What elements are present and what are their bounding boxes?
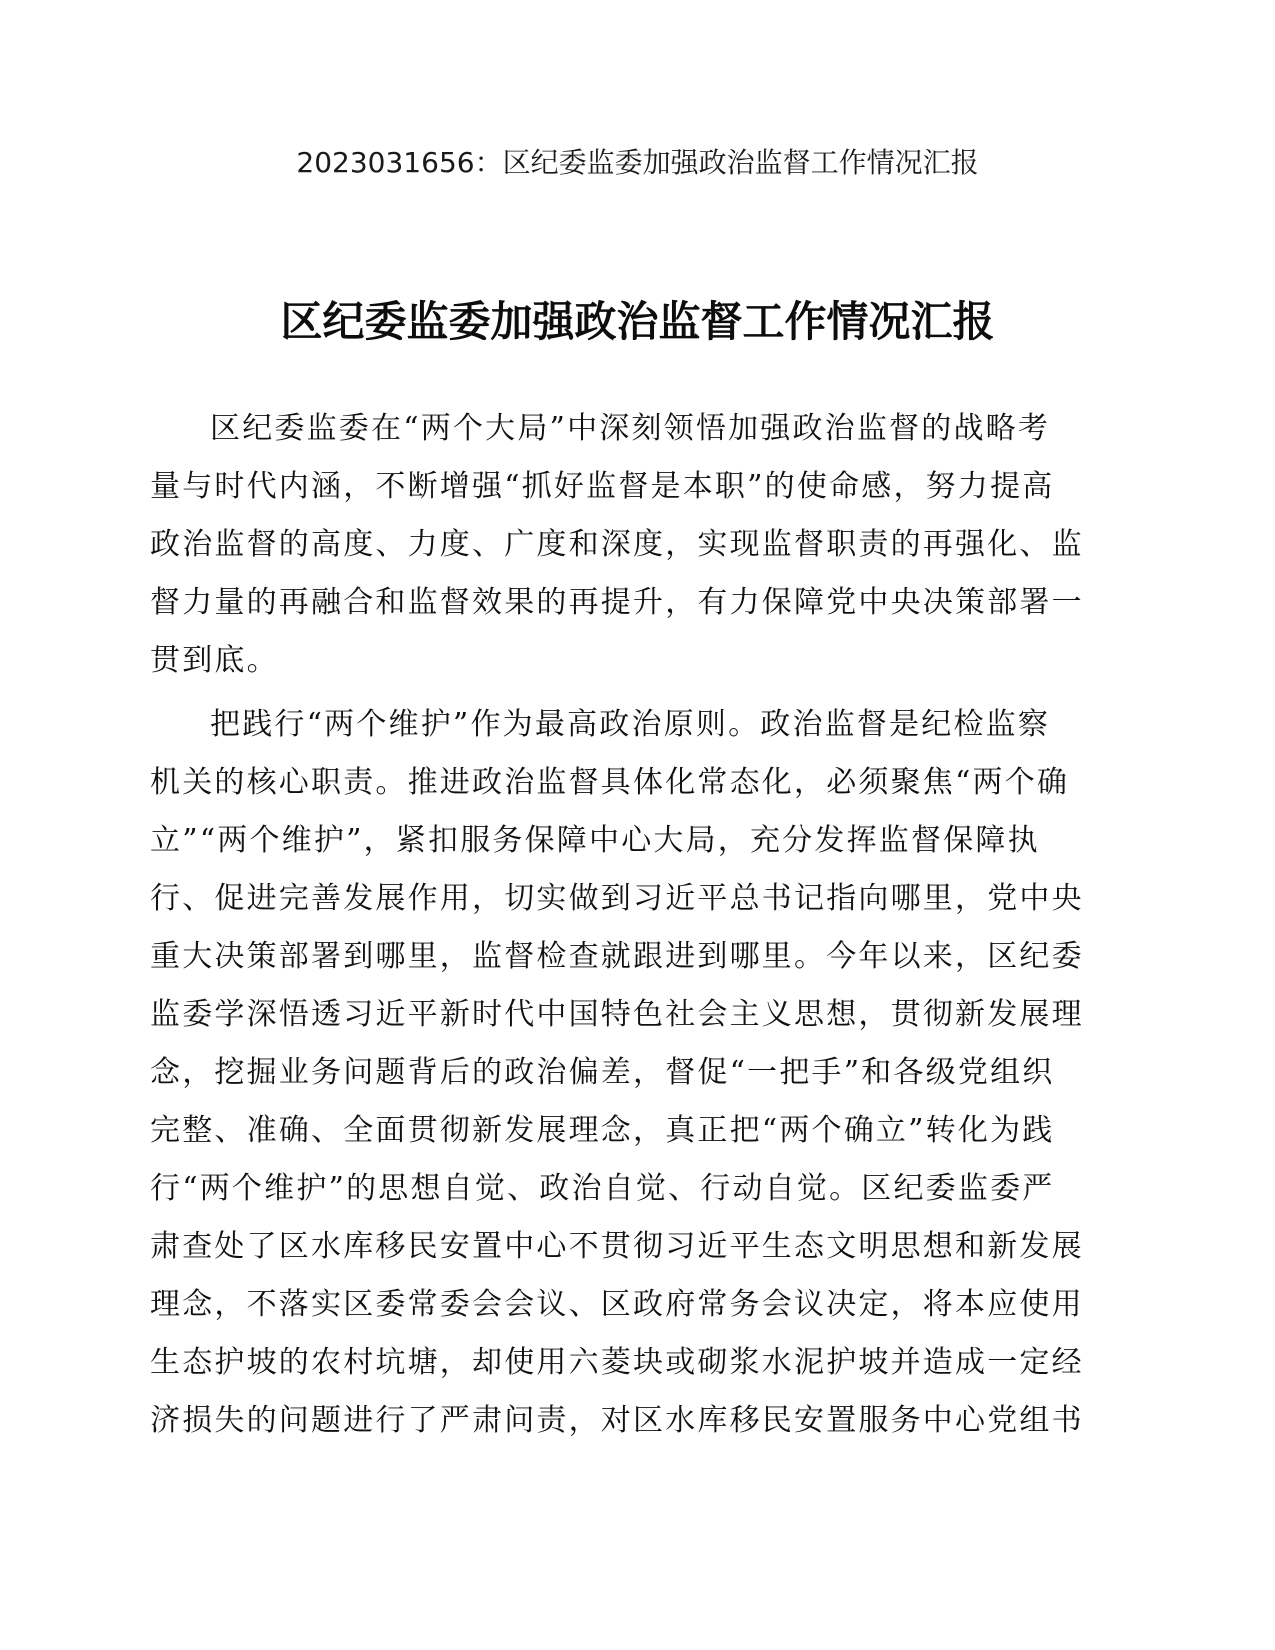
paragraph-line: 行、促进完善发展作用，切实做到习近平总书记指向哪里，党中央 (150, 881, 1084, 916)
paragraph-line: 督力量的再融合和监督效果的再提升，有力保障党中央决策部署一 (150, 585, 1084, 620)
paragraph-line: 完整、准确、全面贯彻新发展理念，真正把“两个确立”转化为践 (150, 1113, 1055, 1148)
paragraph-2 (150, 696, 1110, 1450)
paragraph-1 (150, 400, 1110, 690)
paragraph-line: 区纪委监委在“两个大局”中深刻领悟加强政治监督的战略考 (210, 411, 1051, 446)
paragraph-line: 把践行“两个维护”作为最高政治原则。政治监督是纪检监察 (210, 707, 1051, 742)
paragraph-line: 生态护坡的农村坑塘，却使用六菱块或砌浆水泥护坡并造成一定经 (150, 1345, 1084, 1380)
paragraph-line: 机关的核心职责。推进政治监督具体化常态化，必须聚焦“两个确 (150, 765, 1070, 800)
paragraph-line: 立”“两个维护”，紧扣服务保障中心大局，充分发挥监督保障执 (150, 823, 1040, 858)
paragraph-line: 行“两个维护”的思想自觉、政治自觉、行动自觉。区纪委监委严 (150, 1171, 1055, 1206)
paragraph-line: 监委学深悟透习近平新时代中国特色社会主义思想，贯彻新发展理 (150, 997, 1084, 1032)
paragraph-line: 济损失的问题进行了严肃问责，对区水库移民安置服务中心党组书 (150, 1403, 1084, 1438)
paragraph-line: 贯到底。 (150, 643, 279, 678)
paragraph-line: 肃查处了区水库移民安置中心不贯彻习近平生态文明思想和新发展 (150, 1229, 1084, 1264)
paragraph-line: 念，挖掘业务问题背后的政治偏差，督促“一把手”和各级党组织 (150, 1055, 1055, 1090)
paragraph-line: 理念，不落实区委常委会会议、区政府常务会议决定，将本应使用 (150, 1287, 1084, 1322)
paragraph-line: 量与时代内涵，不断增强“抓好监督是本职”的使命感，努力提高 (150, 469, 1055, 504)
paragraph-line: 重大决策部署到哪里，监督检查就跟进到哪里。今年以来，区纪委 (150, 939, 1084, 974)
paragraph-line: 政治监督的高度、力度、广度和深度，实现监督职责的再强化、监 (150, 527, 1084, 562)
document-header: 2023031656：区纪委监委加强政治监督工作情况汇报 (296, 146, 979, 179)
document-title: 区纪委监委加强政治监督工作情况汇报 (280, 297, 995, 346)
